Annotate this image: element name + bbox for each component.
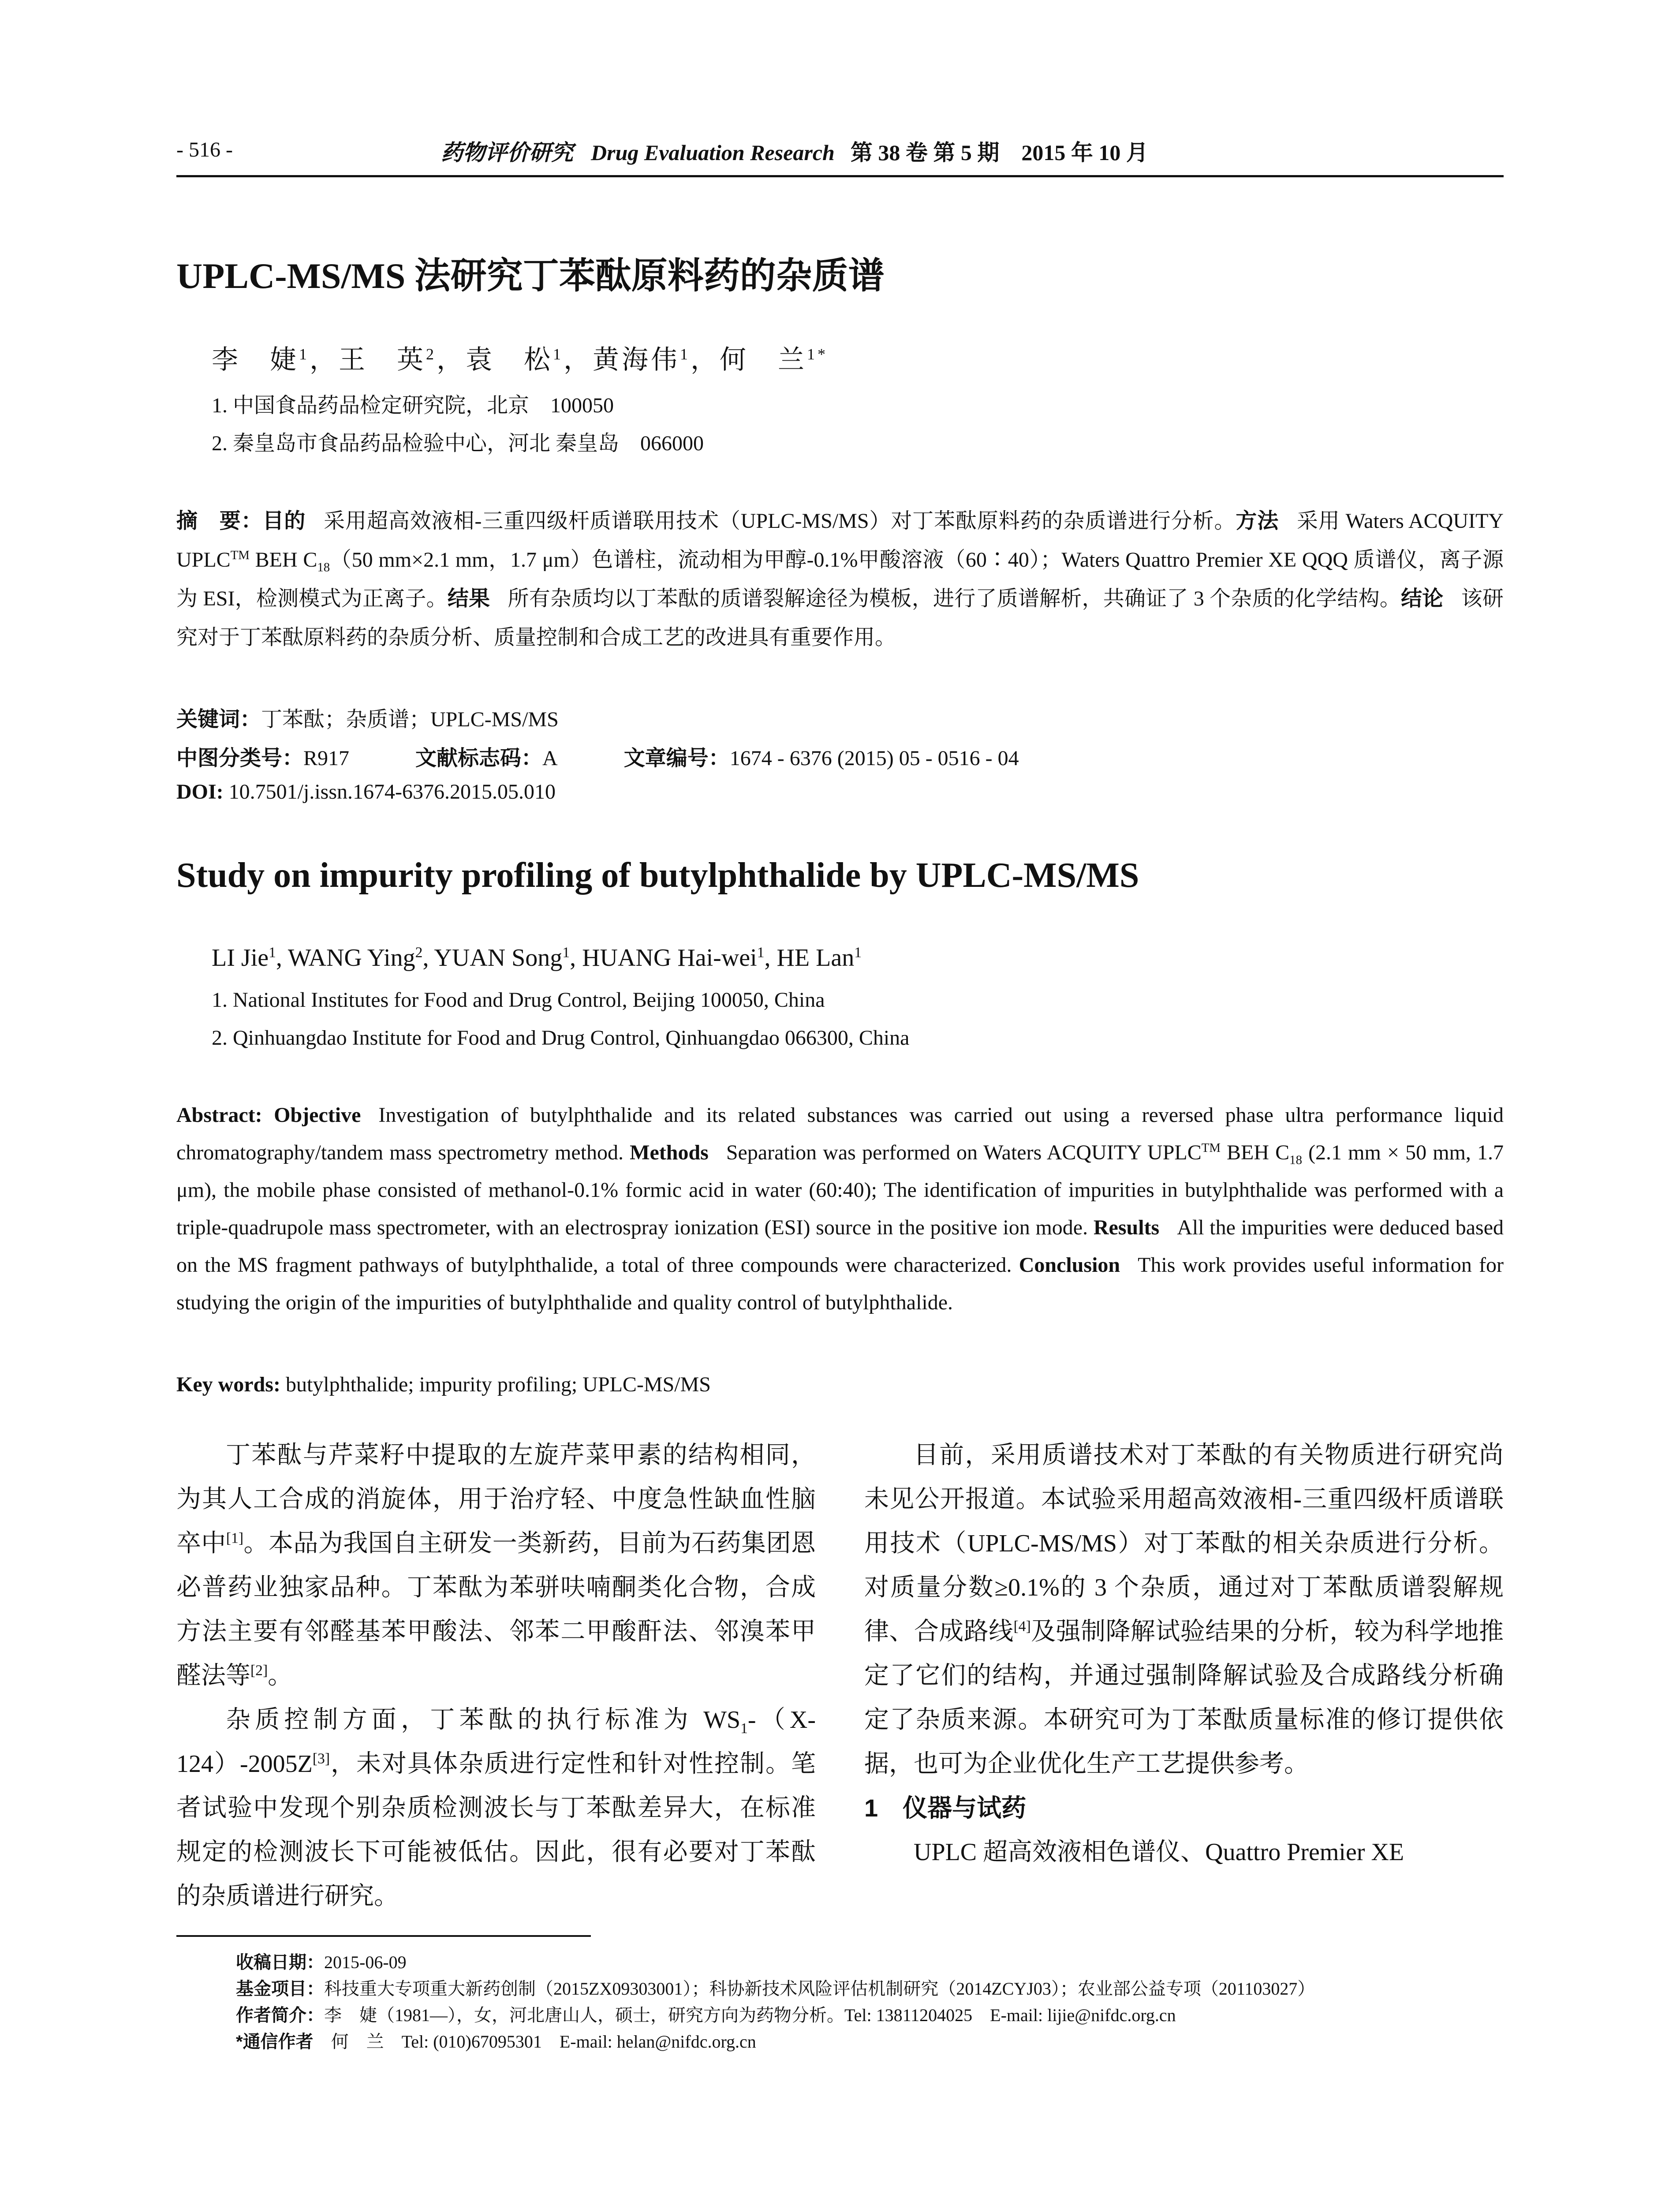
author-list-en: LI Jie$^1$, WANG Ying$^2$, YUAN Song$^1$, HUANG Hai-wei$^1$, HE Lan$^1$ xyxy=(212,944,862,972)
footnote-fund xyxy=(236,1975,1315,2000)
author-cn: 黄海伟 xyxy=(593,345,680,374)
subscript: 1 xyxy=(740,1720,748,1737)
author-affiliation-mark: 1 xyxy=(757,944,765,961)
results-text: All the impurities were deduced based on the MS fragment pathways of butylphthalide, a total of three compounds were characterized. xyxy=(176,1216,1504,1277)
citation-link[interactable]: [1] xyxy=(226,1530,244,1547)
clc-value: R917 xyxy=(303,747,350,770)
footnote-label: 作者简介： xyxy=(236,2006,324,2025)
affiliation-cn-2: 2. 秦皇岛市食品药品检验中心，河北 秦皇岛 066000 xyxy=(212,432,704,455)
footnote-text: 何 兰 Tel: (010)67095301 E-mail: helan@nifdc.org.cn xyxy=(331,2032,756,2052)
author-affiliation-mark: 1 xyxy=(854,944,862,961)
objective-text: 采用超高效液相-三重四级杆质谱联用技术（UPLC-MS/MS）对丁苯酞原料药的杂质谱进行分析。 xyxy=(323,509,1236,533)
body-text: 丁苯酞与芹菜籽中提取的左旋芹菜甲素的结构相同，为其人工合成的消旋体，用于治疗轻、中度急性缺血性脑卒中 xyxy=(176,1442,816,1557)
footnote-text: 科技重大专项重大新药创制（2015ZX09303001）；科协新技术风险评估机制研究（2014ZCYJ03）；农业部公益专项（201103027） xyxy=(324,1979,1315,1999)
footnote-received xyxy=(236,1948,407,1973)
author-en: YUAN Song xyxy=(434,944,563,972)
affiliation-en-1: 1. National Institutes for Food and Drug Control, Beijing 100050, China xyxy=(212,988,825,1012)
author-affiliation-mark: 1 xyxy=(269,944,276,961)
results-label: 结果 xyxy=(447,587,490,610)
trademark-mark: TM xyxy=(230,548,250,562)
abstract-label: 摘 要： xyxy=(176,509,263,533)
subscript: 18 xyxy=(1289,1153,1302,1167)
methods-text: (2.1 mm × 50 mm, 1.7 μm), the mobile phase consisted of methanol-0.1% formic acid in water (60:40); The identification of impurities in butylphthalide was performed with a triple-quadrupole mass spectrometer, with an electrospray ionization (ESI) source in the positive ion mode. xyxy=(176,1141,1504,1239)
article-number-value: 1674 - 6376 (2015) 05 - 0516 - 04 xyxy=(729,747,1019,770)
author-affiliation-mark: 1 xyxy=(553,345,564,363)
methods-text: （50 mm×2.1 mm，1.7 μm）色谱柱，流动相为甲醇-0.1%甲酸溶液（60∶40）；Waters Quattro Premier XE QQQ 质谱仪，离子源为 ESI，检测模式为正离子。 xyxy=(176,548,1504,610)
journal-logo: 药物评价研究 xyxy=(441,139,573,165)
body-text: 。 xyxy=(268,1662,293,1689)
footnote-corresponding xyxy=(236,2028,756,2053)
footnote-text: 李 婕（1981—），女，河北唐山人，硕士，研究方向为药物分析。Tel: 13811204025 E-mail: lijie@nifdc.org.cn xyxy=(324,2005,1176,2025)
body-column-right xyxy=(864,1433,1504,1874)
author-affiliation-mark: 1 xyxy=(680,345,691,363)
methods-label: Methods xyxy=(630,1141,709,1164)
section-heading: 1 仪器与试药 xyxy=(864,1794,1027,1822)
keywords-label: Key words: xyxy=(176,1373,280,1396)
journal-issue: 第 38 卷 第 5 期 2015 年 10 月 xyxy=(850,140,1148,165)
author-affiliation-mark: 2 xyxy=(415,944,423,961)
header-rule xyxy=(176,175,1504,177)
doc-code-value: A xyxy=(542,747,558,770)
author-cn: 李 婕 xyxy=(212,345,299,374)
conclusion-label: 结论 xyxy=(1401,587,1444,610)
doi-label: DOI: xyxy=(176,780,224,804)
methods-text: 采用 Waters ACQUITY UPLC xyxy=(176,509,1504,572)
article-title-en: Study on impurity profiling of butylphthalide by UPLC-MS/MS xyxy=(176,856,1139,895)
author-affiliation-mark: 1 xyxy=(299,345,310,363)
objective-label: 目的 xyxy=(262,509,306,533)
author-en: LI Jie xyxy=(212,944,269,972)
body-text: 。本品为我国自主研发一类新药，目前为石药集团恩必普药业独家品种。丁苯酞为苯骈呋喃酮类化合物，合成方法主要有邻醛基苯甲酸法、邻苯二甲酸酐法、邻溴苯甲醛法等 xyxy=(176,1530,816,1689)
journal-name-en: Drug Evaluation Research xyxy=(591,140,835,165)
clc-label: 中图分类号： xyxy=(176,747,304,770)
body-paragraph: UPLC 超高效液相色谱仪、Quattro Premier XE xyxy=(914,1839,1404,1866)
article-title-cn: UPLC-MS/MS 法研究丁苯酞原料药的杂质谱 xyxy=(176,256,885,296)
body-paragraph xyxy=(176,1698,816,1918)
abstract-label: Abstract: xyxy=(176,1103,262,1127)
body-text: 杂质控制方面，丁苯酞的执行标准为 WS xyxy=(226,1706,741,1734)
methods-text: Separation was performed on Waters ACQUITY UPLC xyxy=(726,1141,1202,1164)
results-text: 所有杂质均以丁苯酞的质谱裂解途径为模板，进行了质谱解析，共确证了 3 个杂质的化学结构。 xyxy=(508,587,1401,610)
footnote-rule xyxy=(176,1935,591,1937)
objective-label: Objective xyxy=(274,1103,361,1127)
keywords-label: 关键词： xyxy=(176,708,261,731)
citation-link[interactable]: [2] xyxy=(250,1662,268,1679)
author-en: HUANG Hai-wei xyxy=(582,944,757,972)
results-label: Results xyxy=(1093,1216,1160,1239)
body-text: 目前，采用质谱技术对丁苯酞的有关物质进行研究尚未见公开报道。本试验采用超高效液相-三重四级杆质谱联用技术（UPLC-MS/MS）对丁苯酞的相关杂质进行分析。对质量分数≥0.1%的 3 个杂质，通过对丁苯酞质谱裂解规律、合成路线 xyxy=(864,1442,1504,1645)
author-affiliation-mark: 2 xyxy=(426,345,437,363)
doi-link[interactable]: 10.7501/j.issn.1674-6376.2015.05.010 xyxy=(228,780,556,804)
citation-link[interactable]: [3] xyxy=(312,1750,330,1767)
classification-line xyxy=(176,741,1019,771)
keywords-cn xyxy=(176,702,559,733)
author-affiliation-mark: 1* xyxy=(807,345,828,363)
author-cn: 何 兰 xyxy=(720,345,807,374)
author-en: WANG Ying xyxy=(287,944,415,972)
affiliation-cn-1: 1. 中国食品药品检定研究院，北京 100050 xyxy=(212,394,614,417)
footnote-label: 收稿日期： xyxy=(236,1953,324,1972)
subscript: 18 xyxy=(317,560,330,575)
body-paragraph xyxy=(176,1433,816,1698)
methods-text: BEH C xyxy=(1220,1141,1290,1164)
keywords-en xyxy=(176,1372,711,1397)
citation-link[interactable]: [4] xyxy=(1013,1618,1031,1635)
footnote-author xyxy=(236,2001,1176,2026)
journal-header xyxy=(441,135,1148,167)
keywords-text: butylphthalide; impurity profiling; UPLC-MS/MS xyxy=(285,1373,711,1396)
article-number-label: 文章编号： xyxy=(623,747,730,770)
author-affiliation-mark: 1 xyxy=(562,944,570,961)
keywords-text: 丁苯酞；杂质谱；UPLC-MS/MS xyxy=(261,708,559,731)
methods-text: BEH C xyxy=(249,548,317,572)
author-list-cn: 李 婕$^1$，王 英$^2$，袁 松$^1$，黄海伟$^1$，何 兰$^{1*}$ xyxy=(212,345,828,374)
abstract-cn xyxy=(176,502,1504,657)
conclusion-text: 该研究对于丁苯酞原料药的杂质分析、质量控制和合成工艺的改进具有重要作用。 xyxy=(176,587,1504,649)
footnote-text: 2015-06-09 xyxy=(324,1952,407,1972)
conclusion-label: Conclusion xyxy=(1019,1253,1120,1277)
affiliation-en-2: 2. Qinhuangdao Institute for Food and Drug Control, Qinhuangdao 066300, China xyxy=(212,1026,910,1050)
body-text: 及强制降解试验结果的分析，较为科学地推定了它们的结构，并通过强制降解试验及合成路线分析确定了杂质来源。本研究可为丁苯酞质量标准的修订提供依据，也可为企业优化生产工艺提供参考。 xyxy=(864,1618,1504,1778)
footnote-label: *通信作者 xyxy=(236,2032,314,2052)
body-text: -（X-124）-2005Z xyxy=(176,1706,816,1778)
methods-label: 方法 xyxy=(1236,509,1279,533)
body-text: ，未对具体杂质进行定性和针对性控制。笔者试验中发现个别杂质检测波长与丁苯酞差异大，在标准规定的检测波长下可能被低估。因此，很有必要对丁苯酞的杂质谱进行研究。 xyxy=(176,1750,816,1910)
conclusion-text: This work provides useful information for studying the origin of the impurities of butylphthalide and quality control of butylphthalide. xyxy=(176,1253,1504,1314)
doc-code-label: 文献标志码： xyxy=(415,747,543,770)
page-number: - 516 - xyxy=(176,138,233,161)
author-cn: 王 英 xyxy=(339,345,426,374)
body-paragraph xyxy=(864,1433,1504,1786)
abstract-en xyxy=(176,1096,1504,1321)
doi-line xyxy=(176,780,556,804)
author-cn: 袁 松 xyxy=(466,345,553,374)
body-column-left xyxy=(176,1433,816,1918)
author-en: HE Lan xyxy=(777,944,855,972)
footnote-label: 基金项目： xyxy=(236,1979,324,1999)
trademark-mark: TM xyxy=(1201,1141,1221,1155)
objective-text: Investigation of butylphthalide and its related substances was carried out using a reversed phase ultra performance liquid chromatography/tandem mass spectrometry method. xyxy=(176,1103,1504,1164)
